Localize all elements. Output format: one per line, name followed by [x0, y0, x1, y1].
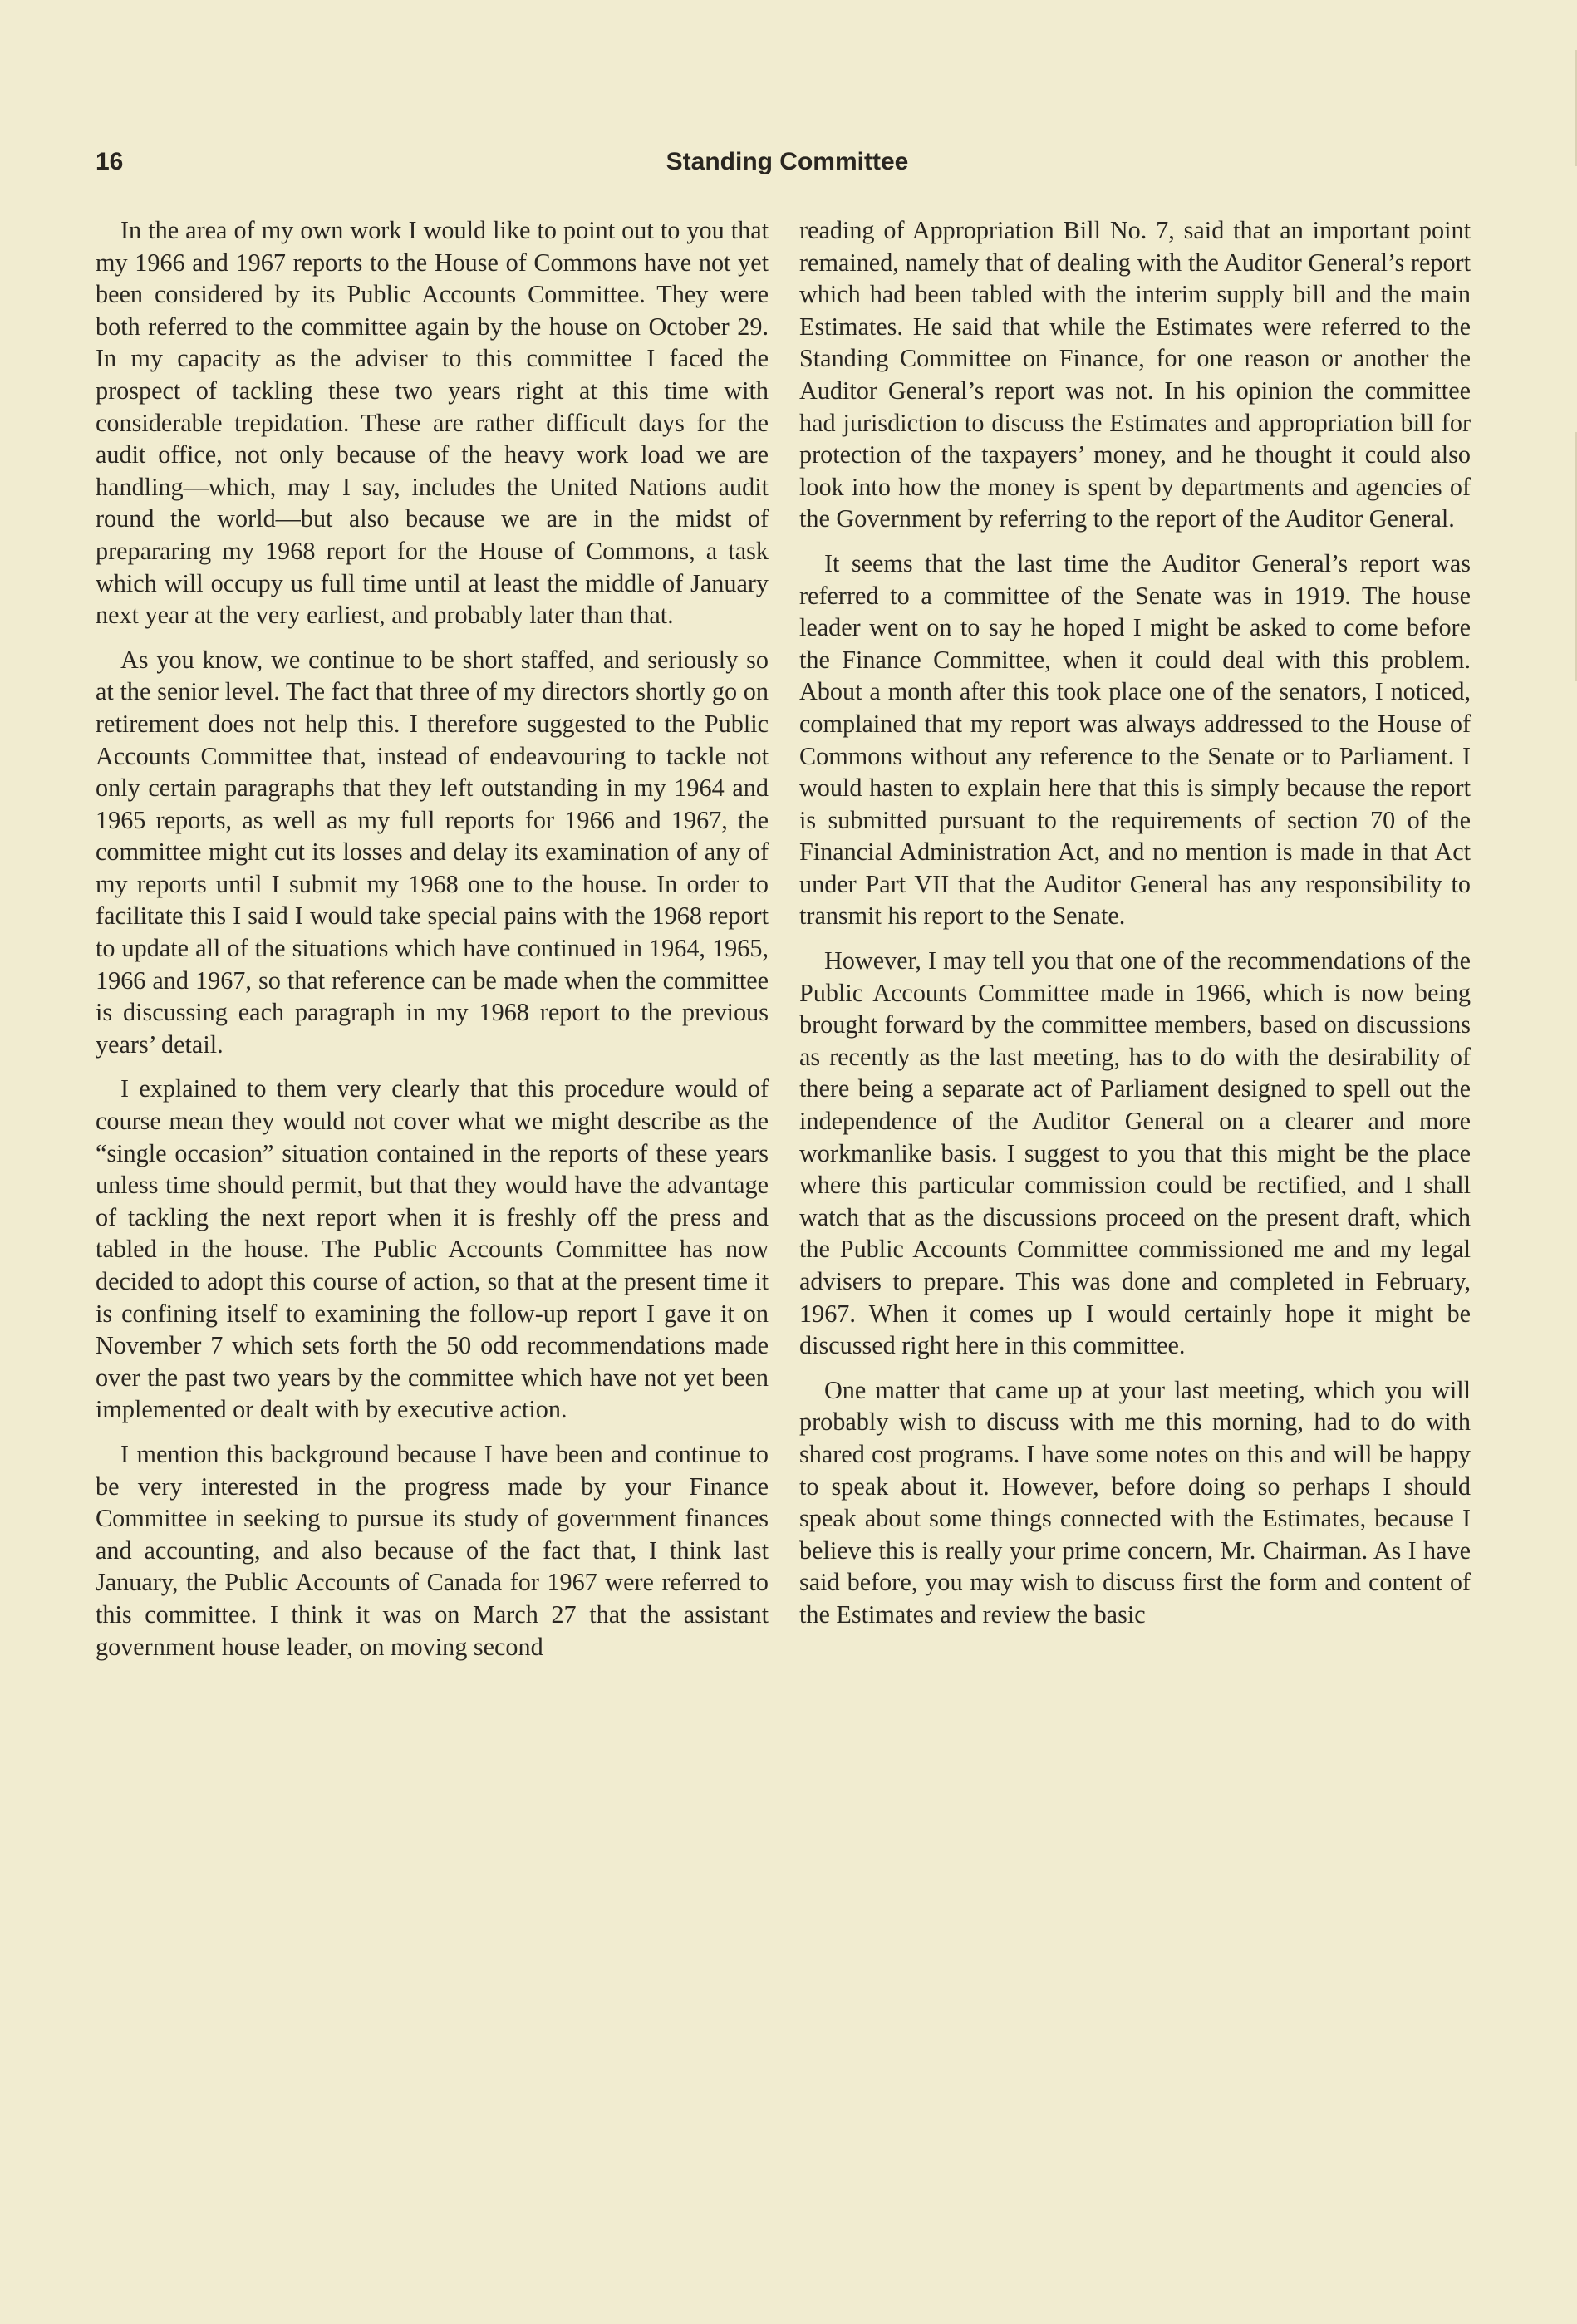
- paragraph: One matter that came up at your last meeting, which you will probably wish to discuss with me this morning, had to do with shared cost programs. I have some notes on this and will be happy to speak about it. However, before doing so perhaps I should speak about some things connected with the Estimates, because I believe this is really your prime concern, Mr. Chairman. As I have said before, you may wish to discuss first the form and content of the Estimates and review the basic: [799, 1375, 1471, 1629]
- left-column: [96, 214, 769, 1675]
- paragraph: However, I may tell you that one of the recommendations of the Public Accounts Committee made in 1966, which is now being brought forward by the committee members, based on discussions as recently as the last meeting, has to do with the desirability of there being a separate act of Parliament designed to spell out the independence of the Auditor General on a clearer and more workmanlike basis. I suggest to you that this might be the place where this particular commission could be rectified, and I shall watch that as the discussions proceed on the present draft, which the Public Accounts Committee commissioned me and my legal advisers to prepare. This was done and completed in February, 1967. When it comes up I would certainly hope it might be discussed right here in this committee.: [799, 946, 1471, 1360]
- page-number: 16: [96, 148, 124, 175]
- page-header: [96, 148, 1479, 186]
- paragraph: It seems that the last time the Auditor General’s report was referred to a committee of the Senate was in 1919. The house leader went on to say he hoped I might be asked to come before the Finance Committee, when it could deal with this problem. About a month after this took place one of the senators, I noticed, complained that my report was always addressed to the House of Commons without any reference to the Senate or to Parliament. I would hasten to explain here that this is simply because the report is submitted pursuant to the requirements of section 70 of the Financial Administration Act, and no mention is made in that Act under Part VII that the Auditor General has any responsibility to transmit his report to the Senate.: [799, 548, 1471, 931]
- paragraph: I mention this background because I have been and continue to be very interested in the progress made by your Finance Committee in seeking to pursue its study of government finances and accounting, and also because of the fact that, I think last January, the Public Accounts of Canada for 1967 were referred to this committee. I think it was on March 27 that the assistant government house leader, on moving second: [96, 1439, 769, 1661]
- right-column: [799, 214, 1471, 1644]
- paragraph: In the area of my own work I would like to point out to you that my 1966 and 1967 reports to the House of Commons have not yet been considered by its Public Accounts Committee. They were both referred to the committee again by the house on October 29. In my capacity as the adviser to this committee I faced the prospect of tackling these two years right at this time with considerable trepidation. These are rather difficult days for the audit office, not only because of the heavy work load we are handling—which, may I say, includes the United Nations audit round the world—but also because we are in the midst of prepararing my 1968 report for the House of Commons, a task which will occupy us full time until at least the middle of January next year at the very earliest, and probably later than that.: [96, 216, 769, 630]
- running-title: Standing Committee: [666, 148, 909, 175]
- paragraph: As you know, we continue to be short staffed, and seriously so at the senior level. The fact that three of my directors shortly go on retirement does not help this. I therefore suggested to the Public Accounts Committee that, instead of endeavouring to tackle not only certain paragraphs that they left outstanding in my 1964 and 1965 reports, as well as my full reports for 1966 and 1967, the committee might cut its losses and delay its examination of any of my reports until I submit my 1968 one to the house. In order to facilitate this I said I would take special pains with the 1968 report to update all of the situations which have continued in 1964, 1965, 1966 and 1967, so that reference can be made when the committee is discussing each paragraph in my 1968 report to the previous years’ detail.: [96, 645, 769, 1059]
- paragraph: I explained to them very clearly that this procedure would of course mean they would not cover what we might describe as the “single occasion” situation contained in the reports of these years unless time should permit, but that they would have the advantage of tackling the next report when it is freshly off the press and tabled in the house. The Public Accounts Committee has now decided to adopt this course of action, so that at the present time it is confining itself to examining the follow-up report I gave it on November 7 which sets forth the 50 odd recommendations made over the past two years by the committee which have not yet been implemented or dealt with by executive action.: [96, 1074, 769, 1424]
- continued-paragraph: reading of Appropriation Bill No. 7, said that an important point remained, namely that of dealing with the Auditor General’s report which had been tabled with the interim supply bill and the main Estimates. He said that while the Estimates were referred to the Standing Committee on Finance, for one reason or another the Auditor General’s report was not. In his opinion the committee had jurisdiction to discuss the Estimates and appropriation bill for protection of the taxpayers’ money, and he thought it could also look into how the money is spent by departments and agencies of the Government by referring to the report of the Auditor General.: [799, 216, 1471, 533]
